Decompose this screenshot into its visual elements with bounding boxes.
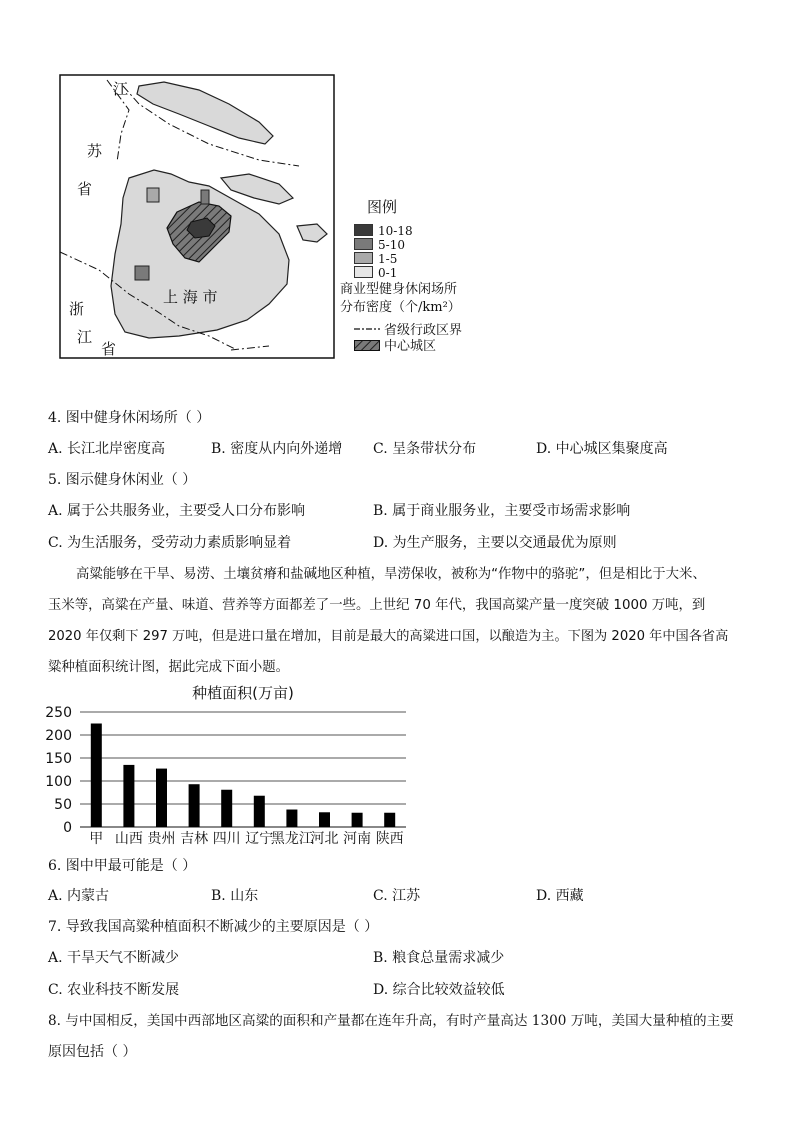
chart-bar [189, 784, 200, 827]
map-label-sheng: 省 [77, 180, 93, 198]
q4-option-b[interactable]: B. 密度从内向外递增 [211, 441, 343, 457]
q6-option-d[interactable]: D. 西藏 [536, 888, 584, 904]
q6-option-b[interactable]: B. 山东 [211, 888, 259, 904]
passage-line-4: 粱种植面积统计图，据此完成下面小题。 [48, 660, 290, 675]
passage-line-2: 玉米等，高粱在产量、味道、营养等方面都差了一些。上世纪 70 年代，我国高粱产量一度突破 1000 万吨，到 [48, 598, 706, 613]
map-label-shanghai: 上 海 市 [163, 288, 218, 306]
density-patch [135, 266, 149, 280]
shanghai-map [59, 74, 335, 359]
map-label-jiang-2: 江 [77, 328, 93, 346]
q4-option-d[interactable]: D. 中心城区集聚度高 [536, 441, 668, 457]
legend-center-label: 中心城区 [384, 339, 437, 354]
chart-bar [384, 813, 395, 827]
q5-option-a[interactable]: A. 属于公共服务业，主要受人口分布影响 [48, 503, 306, 519]
chart-y-tick-label: 0 [63, 820, 72, 836]
legend-label: 1-5 [378, 252, 398, 266]
q7-option-c[interactable]: C. 农业科技不断发展 [48, 982, 180, 998]
chart-x-tick-label: 河南 [343, 831, 372, 847]
legend-description-unit: 分布密度（个/km²） [340, 300, 461, 315]
chart-y-tick-label: 50 [54, 797, 72, 813]
q4-option-a[interactable]: A. 长江北岸密度高 [48, 441, 166, 457]
map-label-su: 苏 [87, 142, 103, 160]
chart-x-tick-label: 四川 [212, 831, 241, 847]
legend-label: 10-18 [378, 224, 413, 238]
chart-bar [286, 810, 297, 827]
legend-item [354, 266, 397, 278]
chart-x-tick-label: 辽宁 [245, 831, 274, 847]
chart-x-tick-label: 陕西 [375, 831, 404, 847]
chart-bar [123, 765, 134, 827]
legend-label: 5-10 [378, 238, 405, 252]
map-label-sheng-2: 省 [101, 340, 117, 358]
question-5-stem: 5. 图示健身休闲业（ ） [48, 472, 197, 488]
q7-option-a[interactable]: A. 干旱天气不断减少 [48, 950, 180, 966]
bar-chart-svg [40, 682, 420, 852]
chart-x-tick-label: 河北 [310, 831, 339, 847]
map-label-zhe: 浙 [69, 300, 85, 318]
density-patch [147, 188, 159, 202]
legend-title: 图例 [367, 198, 398, 216]
passage-line-1: 高粱能够在干旱、易涝、土壤贫瘠和盐碱地区种植，旱涝保收，被称为“作物中的骆驼”，但是相比于大米、 [76, 567, 706, 582]
legend-swatch [354, 252, 373, 264]
question-8-stem: 8. 与中国相反，美国中西部地区高粱的面积和产量都在连年升高，有时产量高达 1300 万吨，美国大量种植的主要 [48, 1013, 734, 1029]
chart-title: 种植面积(万亩) [192, 684, 294, 702]
legend-boundary-label: 省级行政区界 [384, 323, 463, 338]
sorghum-area-chart [40, 682, 420, 852]
map-graphic [59, 74, 335, 359]
legend-item [354, 252, 397, 264]
density-patch [201, 190, 209, 204]
legend-label: 0-1 [378, 266, 398, 280]
boundary-symbol [354, 324, 380, 334]
chart-y-tick-label: 100 [45, 774, 72, 790]
chart-x-tick-label: 吉林 [180, 831, 209, 847]
chart-x-tick-label: 甲 [89, 831, 104, 847]
hatch-symbol [354, 340, 380, 351]
chart-bar [221, 790, 232, 827]
chart-x-tick-label: 黑龙江 [270, 831, 313, 847]
chart-y-tick-label: 150 [45, 751, 72, 767]
q6-option-c[interactable]: C. 江苏 [373, 888, 421, 904]
chart-bar [91, 724, 102, 828]
q4-option-c[interactable]: C. 呈条带状分布 [373, 441, 477, 457]
question-6-stem: 6. 图中甲最可能是（ ） [48, 858, 197, 874]
q5-option-b[interactable]: B. 属于商业服务业，主要受市场需求影响 [373, 503, 631, 519]
q5-option-d[interactable]: D. 为生产服务，主要以交通最优为原则 [373, 535, 617, 551]
chart-bar [319, 812, 330, 827]
q6-option-a[interactable]: A. 内蒙古 [48, 888, 110, 904]
q7-option-b[interactable]: B. 粮食总量需求减少 [373, 950, 505, 966]
chart-x-tick-label: 山西 [114, 831, 143, 847]
chart-y-tick-label: 200 [45, 728, 72, 744]
legend-swatch [354, 266, 373, 278]
legend-description: 商业型健身休闲场所 [340, 282, 458, 297]
q5-option-c[interactable]: C. 为生活服务，受劳动力素质影响显着 [48, 535, 292, 551]
question-8-stem-cont: 原因包括（ ） [48, 1044, 137, 1060]
legend-item [354, 224, 413, 236]
chart-bar [254, 796, 265, 827]
legend-center-city [354, 340, 436, 352]
chart-bar [352, 813, 363, 827]
chart-x-tick-label: 贵州 [147, 831, 176, 847]
legend-swatch [354, 224, 373, 236]
legend-boundary [354, 324, 462, 336]
question-7-stem: 7. 导致我国高粱种植面积不断减少的主要原因是（ ） [48, 919, 379, 935]
map-label-jiang: 江 [113, 80, 129, 98]
question-4-stem: 4. 图中健身休闲场所（ ） [48, 410, 211, 426]
chart-y-tick-label: 250 [45, 705, 72, 721]
passage-line-3: 2020 年仅剩下 297 万吨，但是进口量在增加，目前是最大的高粱进口国，以酿造为主。下图为 2020 年中国各省高 [48, 629, 729, 644]
legend-item [354, 238, 405, 250]
chart-bar [156, 769, 167, 827]
q7-option-d[interactable]: D. 综合比较效益较低 [373, 982, 505, 998]
legend-swatch [354, 238, 373, 250]
